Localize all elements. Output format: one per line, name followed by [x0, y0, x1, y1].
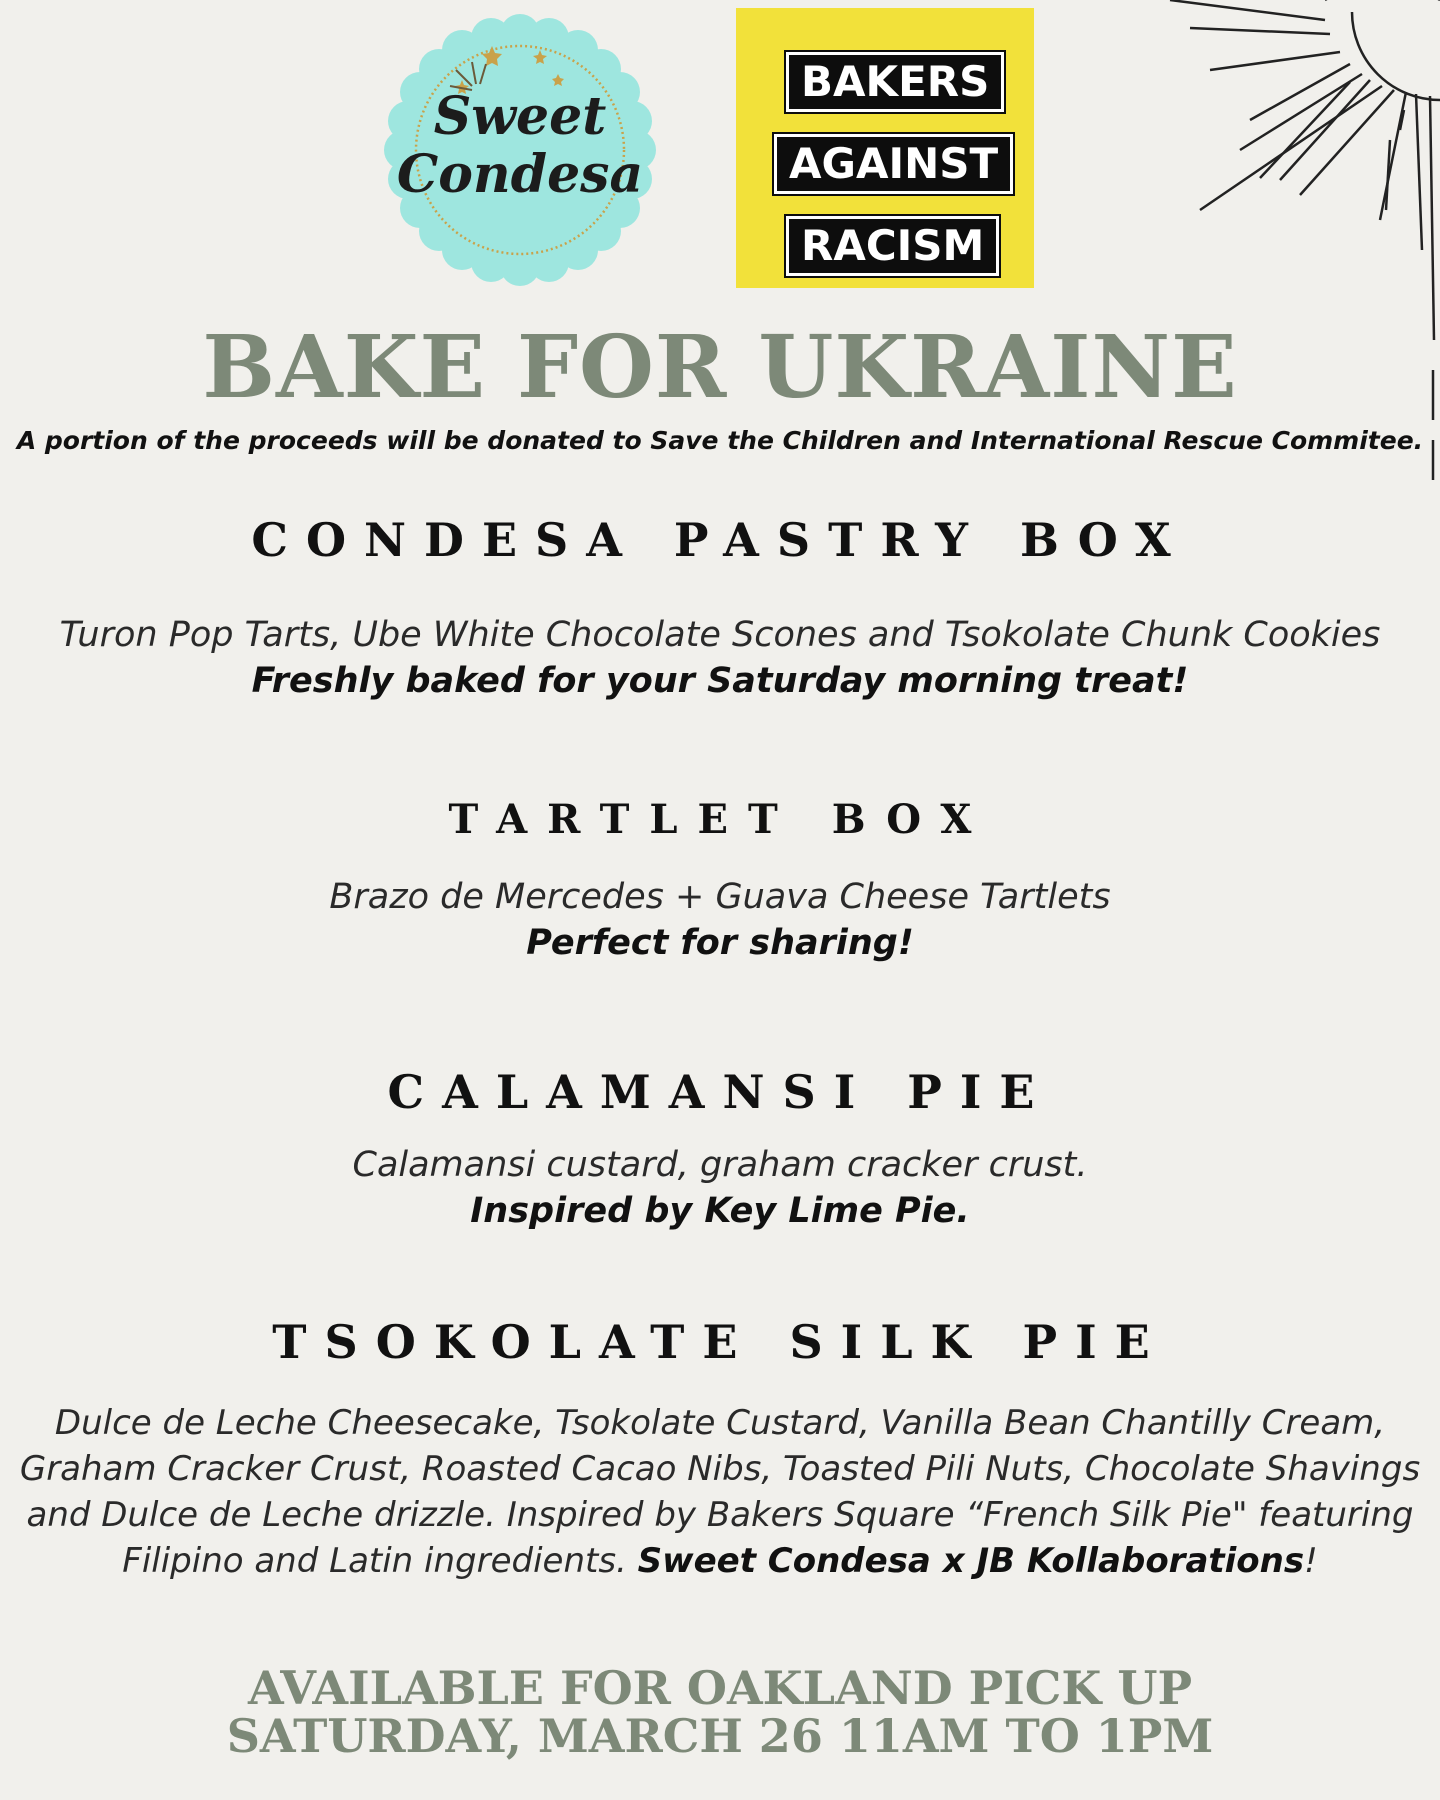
logo-line-condesa: Condesa: [396, 144, 644, 205]
menu-item-title: TSOKOLATE SILK PIE: [272, 1315, 1168, 1369]
menu-item-trailing-mark: !: [1304, 1541, 1318, 1581]
logo-tag-racism: RACISM: [786, 216, 999, 276]
menu-item-highlight: Sweet Condesa x JB Kollaborations: [637, 1541, 1305, 1581]
donation-note: A portion of the proceeds will be donated to Save the Children and International Rescue Commitee.: [16, 426, 1424, 455]
pickup-location: AVAILABLE FOR OAKLAND PICK UP: [247, 1661, 1193, 1715]
menu-item-highlight: Inspired by Key Lime Pie.: [470, 1191, 970, 1231]
menu-item-highlight: Perfect for sharing!: [526, 923, 914, 963]
menu-item-highlight: Freshly baked for your Saturday morning treat!: [251, 661, 1189, 701]
menu-item-description-last-line: [0, 1538, 1440, 1584]
menu-item-title: TARTLET BOX: [448, 796, 992, 843]
menu-item-description: Brazo de Mercedes + Guava Cheese Tartlets: [329, 877, 1111, 917]
logo-tag-bakers: BAKERS: [786, 52, 1004, 112]
menu-item-description-line: and Dulce de Leche drizzle. Inspired by Bakers Square “French Silk Pie" featuring: [26, 1495, 1414, 1535]
menu-item-description: Turon Pop Tarts, Ube White Chocolate Scones and Tsokolate Chunk Cookies: [59, 615, 1381, 655]
pickup-date-time: SATURDAY, MARCH 26 11AM TO 1PM: [226, 1709, 1214, 1763]
menu-item-description-line: Filipino and Latin ingredients.: [122, 1541, 627, 1581]
pickup-info: [0, 1661, 1440, 1763]
sweet-condesa-logo: [380, 10, 660, 290]
menu-item-title: CALAMANSI PIE: [387, 1065, 1053, 1119]
sweet-condesa-wordmark: [380, 88, 660, 204]
bakers-against-racism-logo: [736, 8, 1034, 288]
menu-item-description-line: Graham Cracker Crust, Roasted Cacao Nibs, Toasted Pili Nuts, Chocolate Shavings: [19, 1449, 1421, 1489]
menu-item-title: CONDESA PASTRY BOX: [251, 513, 1189, 567]
page-title: BAKE FOR UKRAINE: [202, 317, 1238, 418]
logo-line-sweet: Sweet: [433, 86, 607, 147]
menu-item-description-line: Dulce de Leche Cheesecake, Tsokolate Custard, Vanilla Bean Chantilly Cream,: [54, 1403, 1386, 1443]
logo-tag-against: AGAINST: [774, 134, 1013, 194]
menu-item-description: Calamansi custard, graham cracker crust.: [352, 1145, 1088, 1185]
